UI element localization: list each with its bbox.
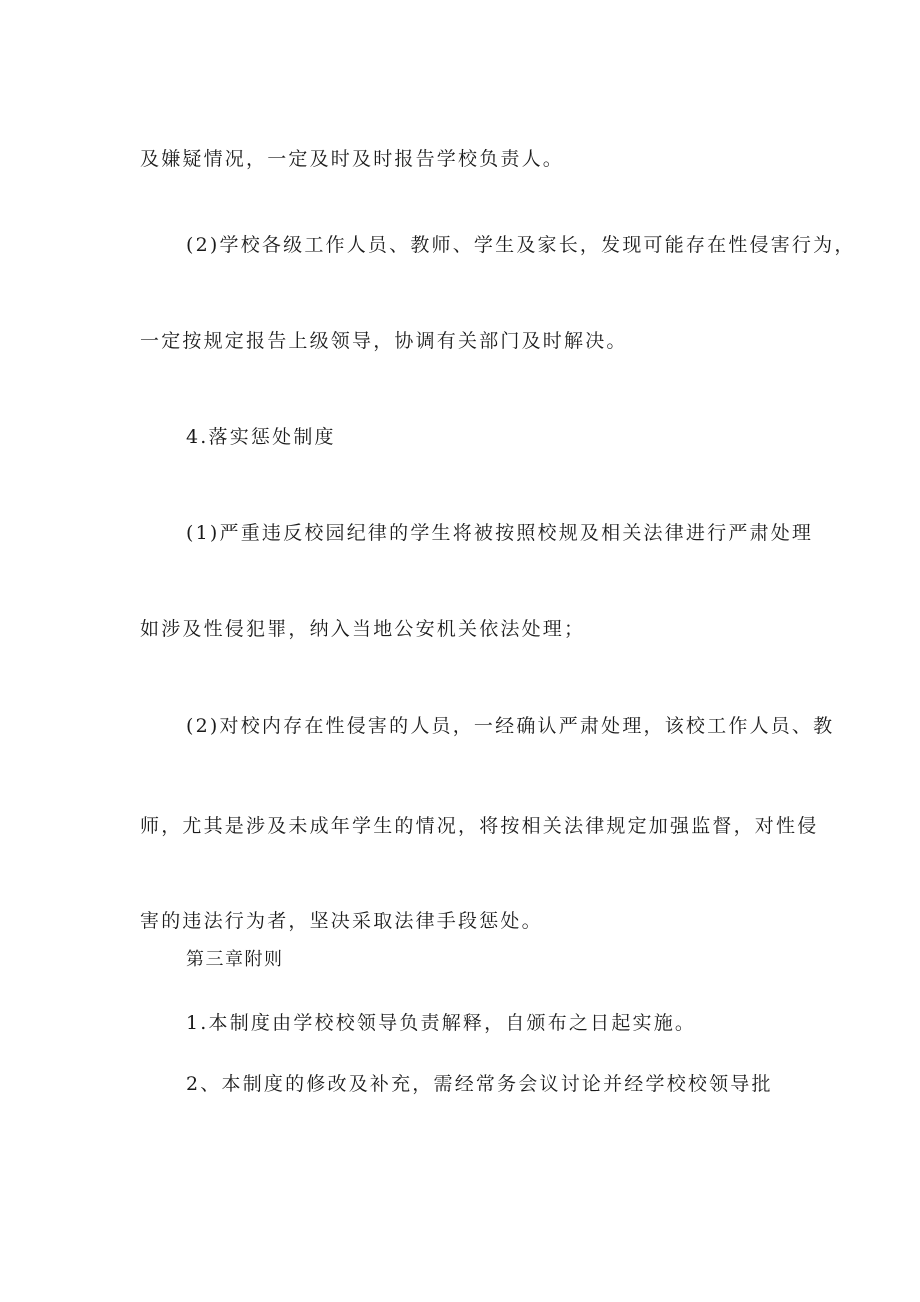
paragraph-item-2: (2)学校各级工作人员、教师、学生及家长，发现可能存在性侵害行为，: [186, 234, 856, 256]
paragraph-item-1: (1)严重违反校园纪律的学生将被按照校规及相关法律进行严肃处理: [186, 522, 814, 544]
paragraph-text: 害的违法行为者，坚决采取法律手段惩处。: [140, 910, 543, 932]
article-item-2: 2、本制度的修改及补充，需经常务会议讨论并经学校校领导批: [186, 1073, 773, 1095]
paragraph-text: 一定按规定报告上级领导，协调有关部门及时解决。: [140, 330, 628, 352]
paragraph-item-2: (2)对校内存在性侵害的人员，一经确认严肃处理，该校工作人员、教: [186, 715, 835, 737]
paragraph-text: 及嫌疑情况，一定及时及时报告学校负责人。: [140, 148, 565, 170]
paragraph-text: 师，尤其是涉及未成年学生的情况，将按相关法律规定加强监督，对性侵: [140, 815, 819, 837]
section-heading-4: 4.落实惩处制度: [186, 426, 336, 448]
chapter-heading: 第三章附则: [186, 949, 284, 970]
paragraph-text: 如涉及性侵犯罪，纳入当地公安机关依法处理；: [140, 618, 586, 640]
article-item-1: 1.本制度由学校校领导负责解释，自颁布之日起实施。: [186, 1012, 697, 1034]
